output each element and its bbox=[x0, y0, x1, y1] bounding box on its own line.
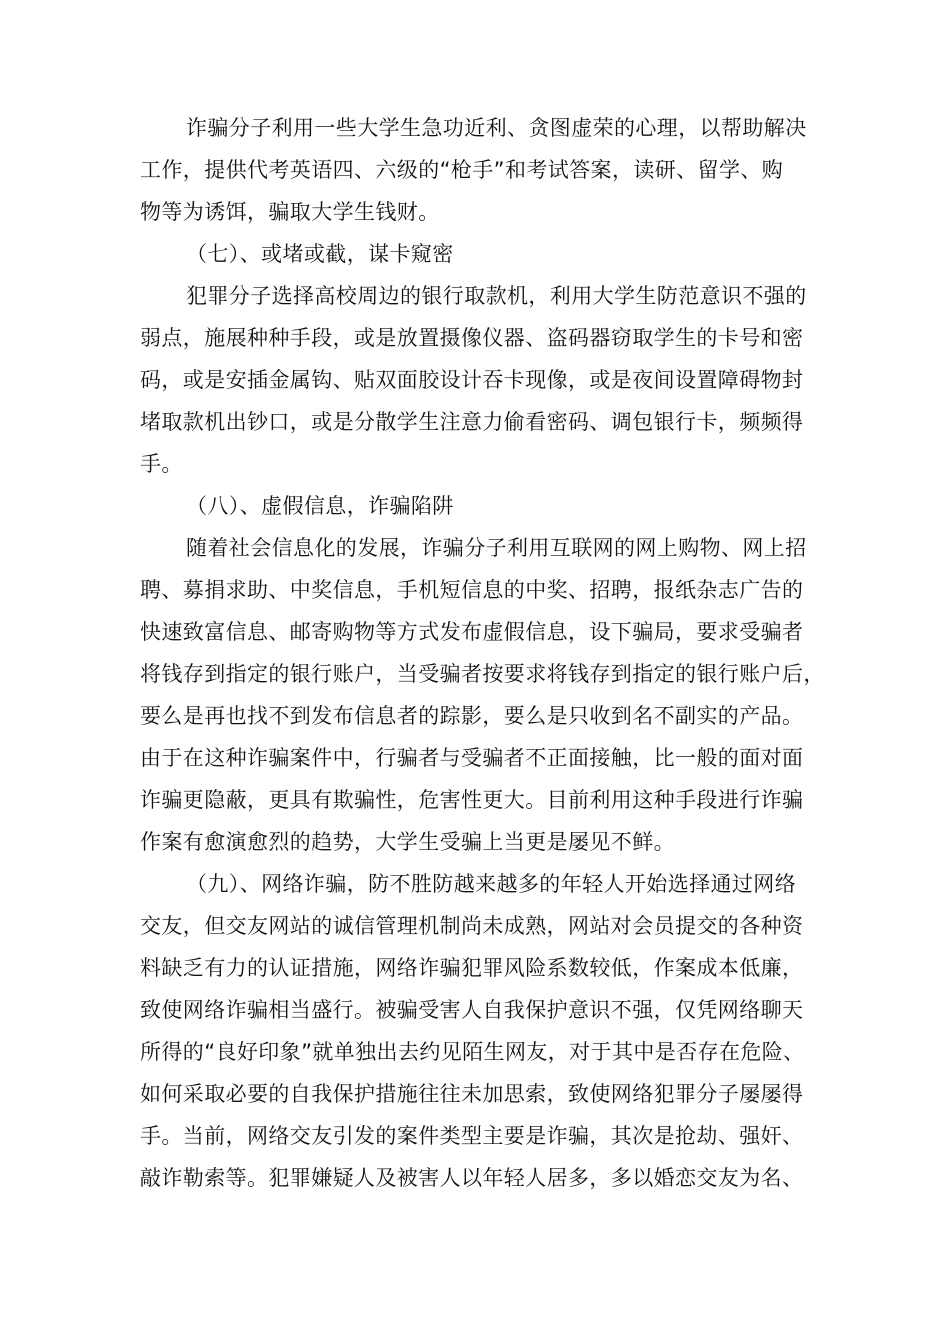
text-line: 交友，但交友网站的诚信管理机制尚未成熟，网站对会员提交的各种资 bbox=[140, 914, 804, 938]
text-line: 犯罪分子选择高校周边的银行取款机，利用大学生防范意识不强的 bbox=[186, 284, 807, 308]
text-line: 物等为诱饵，骗取大学生钱财。 bbox=[140, 200, 440, 224]
text-line: 如何采取必要的自我保护措施往往未加思索，致使网络犯罪分子屡屡得 bbox=[140, 1082, 804, 1106]
text-line: 敲诈勒索等。犯罪嫌疑人及被害人以年轻人居多，多以婚恋交友为名、 bbox=[140, 1166, 804, 1190]
text-line: 作案有愈演愈烈的趋势，大学生受骗上当更是屡见不鲜。 bbox=[140, 830, 675, 854]
text-line: 弱点，施展种种手段，或是放置摄像仪器、盗码器窃取学生的卡号和密 bbox=[140, 326, 804, 350]
text-line: 手。 bbox=[140, 452, 183, 476]
text-line: 手。当前，网络交友引发的案件类型主要是诈骗，其次是抢劫、强奸、 bbox=[140, 1124, 804, 1148]
section-heading: （七）、或堵或截，谋卡窥密 bbox=[186, 242, 454, 266]
section-heading: （八）、虚假信息，诈骗陷阱 bbox=[186, 494, 454, 518]
text-line: 所得的“良好印象”就单独出去约见陌生网友，对于其中是否存在危险、 bbox=[140, 1040, 805, 1064]
section-heading: （九）、网络诈骗，防不胜防越来越多的年轻人开始选择通过网络 bbox=[186, 872, 797, 896]
text-line: 随着社会信息化的发展，诈骗分子利用互联网的网上购物、网上招 bbox=[186, 536, 807, 560]
text-line: 工作，提供代考英语四、六级的“枪手”和考试答案，读研、留学、购 bbox=[140, 158, 784, 182]
text-line: 由于在这种诈骗案件中，行骗者与受骗者不正面接触，比一般的面对面 bbox=[140, 746, 804, 770]
text-line: 堵取款机出钞口，或是分散学生注意力偷看密码、调包银行卡，频频得 bbox=[140, 410, 804, 434]
text-line: 聘、募捐求助、中奖信息，手机短信息的中奖、招聘，报纸杂志广告的 bbox=[140, 578, 804, 602]
text-line: 致使网络诈骗相当盛行。被骗受害人自我保护意识不强，仅凭网络聊天 bbox=[140, 998, 804, 1022]
text-line: 诈骗分子利用一些大学生急功近利、贪图虚荣的心理，以帮助解决 bbox=[186, 116, 807, 140]
text-line: 料缺乏有力的认证措施，网络诈骗犯罪风险系数较低，作案成本低廉， bbox=[140, 956, 804, 980]
text-line: 将钱存到指定的银行账户，当受骗者按要求将钱存到指定的银行账户后， bbox=[140, 662, 825, 686]
text-line: 码，或是安插金属钩、贴双面胶设计吞卡现像，或是夜间设置障碍物封 bbox=[140, 368, 804, 392]
text-line: 诈骗更隐蔽，更具有欺骗性，危害性更大。目前利用这种手段进行诈骗 bbox=[140, 788, 804, 812]
text-line: 快速致富信息、邮寄购物等方式发布虚假信息，设下骗局，要求受骗者 bbox=[140, 620, 804, 644]
text-line: 要么是再也找不到发布信息者的踪影，要么是只收到名不副实的产品。 bbox=[140, 704, 804, 728]
